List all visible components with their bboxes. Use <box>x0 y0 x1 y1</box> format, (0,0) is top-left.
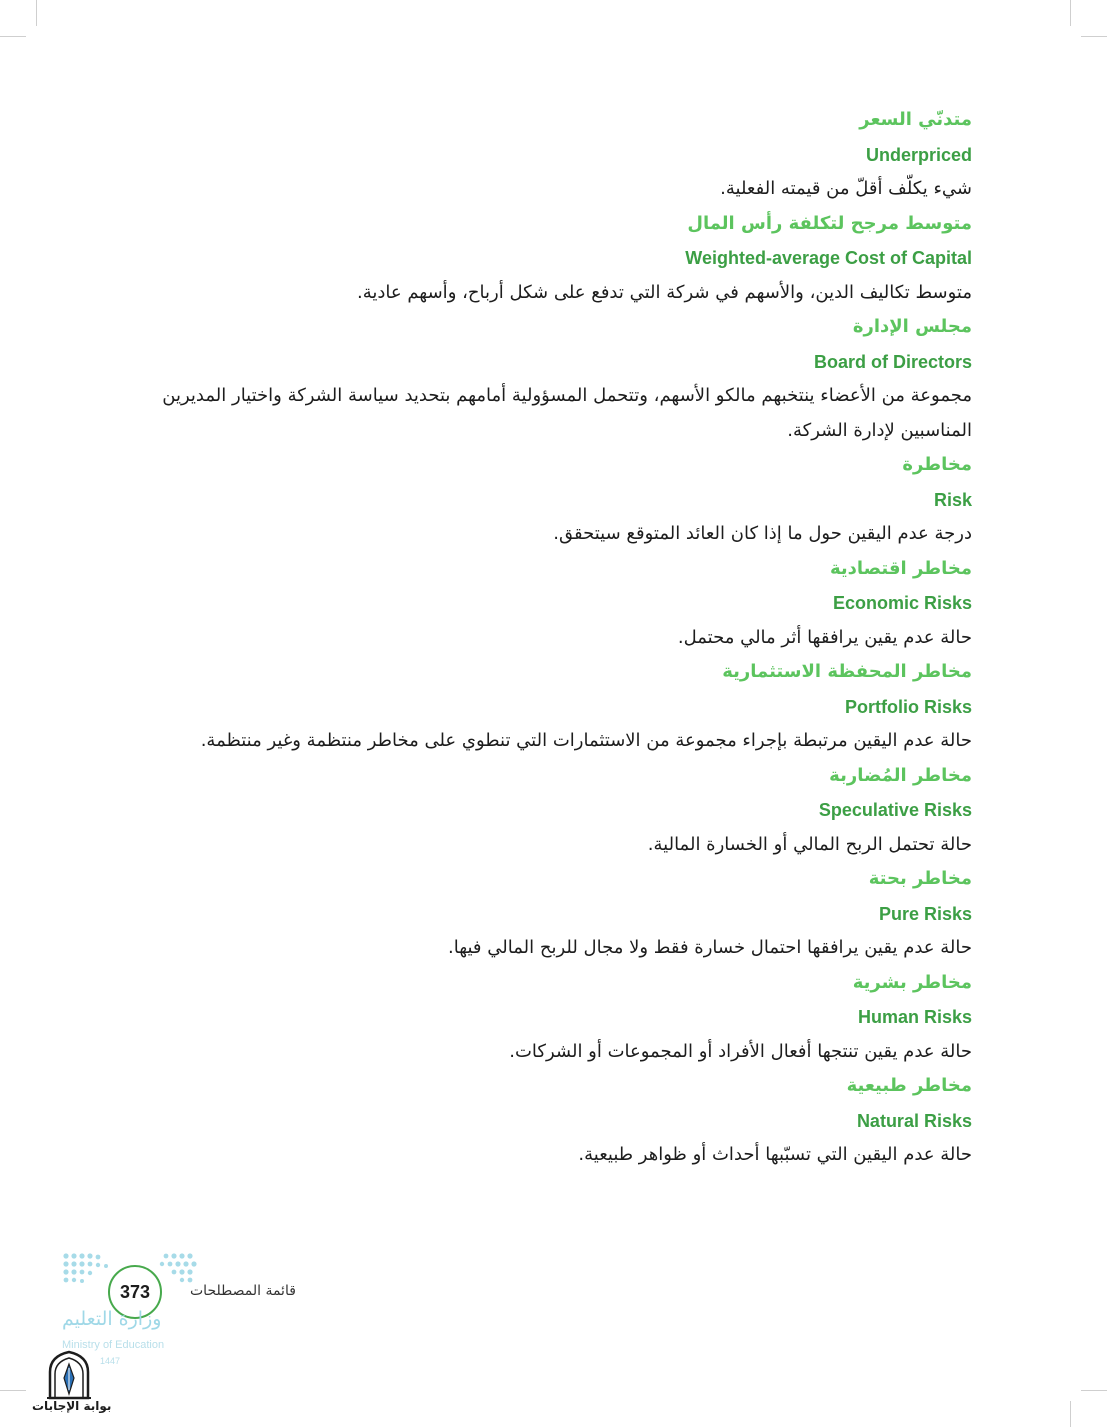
term-english: Speculative Risks <box>818 800 972 820</box>
crop-mark <box>0 36 26 37</box>
term-english: Underpriced <box>865 144 972 165</box>
glossary-entry <box>100 207 972 311</box>
term-arabic: مخاطر طبيعية <box>846 1075 972 1096</box>
ministry-year: 1447 <box>100 1356 121 1366</box>
term-definition: حالة عدم اليقين التي تسبّبها أحداث أو ظواهر طبيعية. <box>578 1144 972 1165</box>
term-arabic: متدنّي السعر <box>859 109 972 130</box>
glossary-entry <box>100 966 972 1070</box>
term-arabic: مجلس الإدارة <box>852 316 972 337</box>
term-definition: متوسط تكاليف الدين، والأسهم في شركة التي تدفع على شكل أرباح، وأسهم عادية. <box>356 281 972 303</box>
glossary-list <box>100 103 972 1173</box>
glossary-entry <box>100 310 972 448</box>
glossary-entry <box>100 1069 972 1173</box>
term-definition: حالة تحتمل الربح المالي أو الخسارة المالية. <box>647 833 972 855</box>
term-definition: مجموعة من الأعضاء ينتخبهم مالكو الأسهم، وتتحمل المسؤولية أمامهم بتحديد سياسة الشركة واختيار المديرين المناسبين لإدارة الشركة. <box>162 385 972 441</box>
term-definition: درجة عدم اليقين حول ما إذا كان العائد المتوقع سيتحقق. <box>553 523 972 544</box>
glossary-entry <box>100 862 972 966</box>
glossary-entry <box>100 552 972 656</box>
crop-mark <box>1070 1401 1071 1427</box>
crop-mark <box>1070 0 1071 26</box>
glossary-entry <box>100 759 972 863</box>
term-definition: شيء يكلّف أقلّ من قيمته الفعلية. <box>720 178 972 199</box>
crop-mark <box>1081 36 1107 37</box>
term-definition: حالة عدم يقين تنتجها أفعال الأفراد أو المجموعات أو الشركات. <box>509 1040 972 1062</box>
term-arabic: مخاطرة <box>902 454 972 475</box>
mosque-dome-pen-icon <box>46 1350 92 1400</box>
crop-mark <box>1081 1390 1107 1391</box>
footer-section-label: قائمة المصطلحات <box>190 1283 296 1299</box>
term-definition: حالة عدم يقين يرافقها أثر مالي محتمل. <box>677 626 972 648</box>
term-definition: حالة عدم يقين يرافقها احتمال خسارة فقط ولا مجال للربح المالي فيها. <box>447 937 972 958</box>
term-english: Board of Directors <box>813 351 972 372</box>
term-arabic: مخاطر بشرية <box>852 971 972 993</box>
watermark-text: بوابة الإجابات <box>32 1399 112 1413</box>
glossary-entry <box>100 448 972 552</box>
term-english: Natural Risks <box>856 1110 972 1131</box>
term-arabic: مخاطر المحفظة الاستثمارية <box>722 661 972 682</box>
crop-mark <box>36 0 37 26</box>
term-english: Human Risks <box>857 1007 972 1027</box>
page-number: 373 <box>108 1265 162 1319</box>
term-english: Portfolio Risks <box>844 696 972 717</box>
term-english: Weighted-average Cost of Capital <box>685 248 972 268</box>
glossary-entry <box>100 103 972 207</box>
term-english: Pure Risks <box>878 903 972 924</box>
ministry-name-arabic: وزارة التعليم <box>62 1308 162 1330</box>
term-arabic: مخاطر اقتصادية <box>829 557 972 579</box>
crop-mark <box>0 1390 26 1391</box>
term-arabic: مخاطر المُضاربة <box>829 764 972 786</box>
glossary-entry <box>100 655 972 759</box>
term-arabic: متوسط مرجح لتكلفة رأس المال <box>687 212 972 234</box>
term-english: Risk <box>933 489 972 510</box>
term-arabic: مخاطر بحتة <box>868 868 972 889</box>
term-definition: حالة عدم اليقين مرتبطة بإجراء مجموعة من الاستثمارات التي تنطوي على مخاطر منتظمة وغير منتظمة. <box>200 730 972 751</box>
ministry-name-english: Ministry of Education <box>62 1339 165 1351</box>
term-english: Economic Risks <box>832 593 972 613</box>
